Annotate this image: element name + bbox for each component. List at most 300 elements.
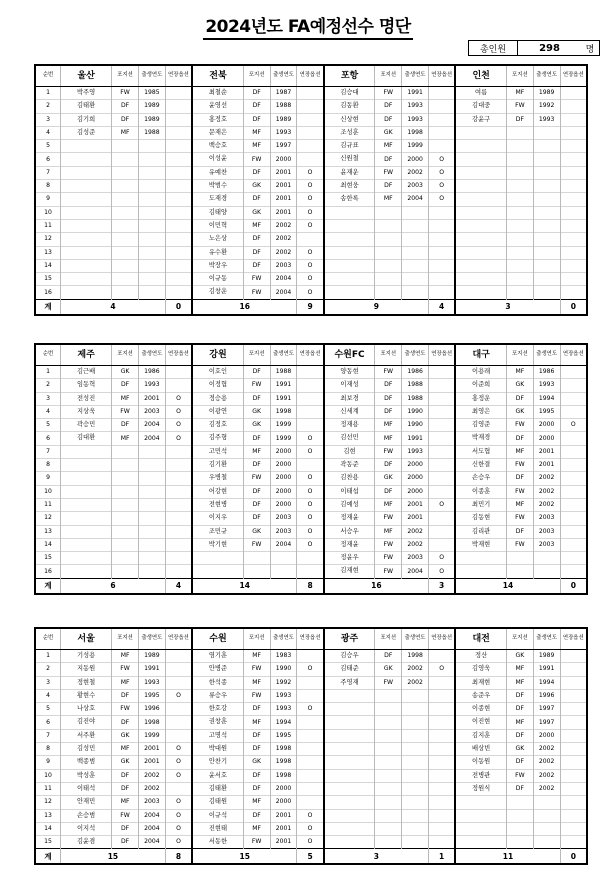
player-name: [61, 166, 112, 179]
player-birth-year: 1993: [138, 676, 165, 689]
header-position: 포지션: [506, 344, 533, 366]
player-birth-year: 1999: [402, 140, 429, 153]
player-name: 정재윤: [324, 512, 375, 525]
player-birth-year: 2000: [270, 498, 297, 511]
player-option: [165, 233, 192, 246]
player-name: 배상빈: [455, 743, 506, 756]
player-option: [429, 100, 456, 113]
player-name: [61, 525, 112, 538]
player-birth-year: [138, 565, 165, 578]
player-option: [560, 836, 587, 849]
row-number: 11: [35, 782, 61, 795]
player-name: 김영준: [455, 419, 506, 432]
row-number: 14: [35, 538, 61, 551]
player-option: [560, 756, 587, 769]
player-position: DF: [112, 419, 139, 432]
table-row: [35, 405, 587, 418]
row-number: 1: [35, 650, 61, 663]
player-option: O: [429, 498, 456, 511]
team-total: 11: [455, 849, 560, 865]
player-option: O: [297, 206, 324, 219]
player-position: DF: [375, 405, 402, 418]
player-position: MF: [243, 445, 270, 458]
player-position: DF: [506, 689, 533, 702]
player-name: 염기훈: [192, 650, 243, 663]
player-position: MF: [112, 650, 139, 663]
player-position: [112, 445, 139, 458]
row-number: 9: [35, 472, 61, 485]
player-birth-year: [138, 193, 165, 206]
table-row: [35, 419, 587, 432]
player-position: DF: [243, 100, 270, 113]
player-position: FW: [112, 663, 139, 676]
player-position: DF: [243, 366, 270, 379]
player-birth-year: [402, 782, 429, 795]
player-birth-year: 2000: [270, 472, 297, 485]
header-birth-year: 출생연도: [533, 65, 560, 87]
player-birth-year: 1983: [270, 650, 297, 663]
header-option: 연장옵션: [297, 65, 324, 87]
player-birth-year: 1994: [533, 392, 560, 405]
player-option: O: [297, 219, 324, 232]
player-option: O: [297, 286, 324, 299]
player-name: [61, 193, 112, 206]
header-birth-year: 출생연도: [270, 628, 297, 650]
player-option: [429, 113, 456, 126]
player-name: 박재경: [455, 432, 506, 445]
team-name: 수원: [192, 628, 243, 650]
player-name: 이준희: [455, 379, 506, 392]
table-total-row: [35, 578, 587, 594]
player-name: 전병관: [455, 769, 506, 782]
player-position: [112, 565, 139, 578]
player-position: FW: [243, 379, 270, 392]
player-position: DF: [243, 809, 270, 822]
player-position: [375, 716, 402, 729]
player-position: MF: [375, 193, 402, 206]
player-birth-year: 1990: [270, 663, 297, 676]
player-option: [297, 233, 324, 246]
team-total: 6: [61, 578, 166, 594]
player-position: DF: [112, 689, 139, 702]
table-row: [35, 459, 587, 472]
table-row: [35, 153, 587, 166]
player-position: [375, 729, 402, 742]
player-name: 정현철: [61, 676, 112, 689]
player-name: 주영재: [324, 676, 375, 689]
player-position: DF: [243, 459, 270, 472]
row-number: 1: [35, 87, 61, 100]
player-option: [429, 769, 456, 782]
player-birth-year: 2003: [138, 405, 165, 418]
player-name: 나상호: [61, 703, 112, 716]
player-birth-year: 2000: [402, 472, 429, 485]
player-name: [455, 126, 506, 139]
player-name: 백종범: [61, 756, 112, 769]
player-position: MF: [243, 676, 270, 689]
player-position: GK: [112, 729, 139, 742]
player-option: [560, 113, 587, 126]
player-option: O: [165, 392, 192, 405]
table-row: [35, 796, 587, 809]
player-birth-year: [402, 273, 429, 286]
header-position: 포지션: [375, 65, 402, 87]
team-option-total: 0: [165, 299, 192, 315]
player-option: [560, 180, 587, 193]
player-birth-year: 1991: [402, 87, 429, 100]
player-birth-year: 1995: [533, 405, 560, 418]
player-option: [165, 100, 192, 113]
player-birth-year: 1998: [270, 756, 297, 769]
player-option: O: [297, 445, 324, 458]
player-name: 김기환: [192, 459, 243, 472]
player-option: [429, 676, 456, 689]
player-birth-year: 1998: [402, 126, 429, 139]
player-birth-year: 2002: [533, 485, 560, 498]
player-name: 이규동: [192, 273, 243, 286]
header-option: 연장옵션: [165, 344, 192, 366]
table-row: [35, 246, 587, 259]
team-total: 15: [61, 849, 166, 865]
player-name: 김대중: [455, 100, 506, 113]
player-name: 정윤우: [324, 552, 375, 565]
table-row: [35, 756, 587, 769]
player-position: DF: [243, 782, 270, 795]
player-position: MF: [112, 432, 139, 445]
player-birth-year: 2004: [138, 432, 165, 445]
player-position: DF: [243, 166, 270, 179]
player-birth-year: 2001: [138, 756, 165, 769]
player-option: O: [165, 419, 192, 432]
table-row: [35, 126, 587, 139]
player-name: 노은상: [192, 233, 243, 246]
player-name: [61, 498, 112, 511]
player-option: O: [297, 809, 324, 822]
player-birth-year: 1987: [270, 87, 297, 100]
row-number: 5: [35, 140, 61, 153]
player-option: O: [297, 472, 324, 485]
player-option: O: [297, 703, 324, 716]
team-name: 대전: [455, 628, 506, 650]
player-name: [61, 259, 112, 272]
player-position: [506, 822, 533, 835]
team-name: 대구: [455, 344, 506, 366]
player-birth-year: [138, 246, 165, 259]
table-row: [35, 432, 587, 445]
player-birth-year: [270, 565, 297, 578]
row-number: 2: [35, 100, 61, 113]
player-birth-year: [138, 498, 165, 511]
player-name: 이용래: [455, 366, 506, 379]
player-name: [61, 565, 112, 578]
player-option: [165, 366, 192, 379]
player-birth-year: 2001: [270, 180, 297, 193]
player-option: [429, 419, 456, 432]
player-option: [165, 650, 192, 663]
page-title-text: 2024년도 FA예정선수 명단: [203, 17, 412, 40]
team-option-total: 1: [429, 849, 456, 865]
header-option: 연장옵션: [560, 344, 587, 366]
player-birth-year: 1993: [402, 113, 429, 126]
player-name: 이호인: [192, 366, 243, 379]
player-name: 김성민: [61, 743, 112, 756]
player-option: [429, 716, 456, 729]
player-option: [429, 432, 456, 445]
player-option: [560, 126, 587, 139]
team-total: 14: [455, 578, 560, 594]
player-birth-year: [138, 166, 165, 179]
player-birth-year: 2004: [138, 836, 165, 849]
player-position: DF: [112, 113, 139, 126]
player-position: DF: [506, 525, 533, 538]
player-name: 정원식: [455, 782, 506, 795]
player-position: FW: [506, 538, 533, 551]
player-name: 김창운: [192, 286, 243, 299]
player-option: [297, 419, 324, 432]
header-birth-year: 출생연도: [138, 344, 165, 366]
player-name: 정산: [455, 650, 506, 663]
table-row: [35, 233, 587, 246]
player-birth-year: 2004: [402, 565, 429, 578]
player-position: [243, 565, 270, 578]
player-name: [455, 233, 506, 246]
player-birth-year: [533, 219, 560, 232]
player-name: 윤서호: [192, 769, 243, 782]
player-option: [429, 512, 456, 525]
player-position: DF: [243, 87, 270, 100]
player-option: [297, 782, 324, 795]
player-birth-year: 2004: [270, 538, 297, 551]
player-birth-year: [402, 822, 429, 835]
total-value: 298: [539, 42, 560, 54]
player-name: 김태원: [192, 796, 243, 809]
player-birth-year: 2002: [533, 472, 560, 485]
player-birth-year: 2002: [138, 782, 165, 795]
player-position: [243, 552, 270, 565]
player-position: [375, 703, 402, 716]
player-position: [506, 565, 533, 578]
player-name: 김승대: [324, 87, 375, 100]
player-position: [375, 259, 402, 272]
player-position: FW: [243, 836, 270, 849]
player-position: DF: [243, 703, 270, 716]
player-name: 박대원: [192, 743, 243, 756]
table-row: [35, 743, 587, 756]
player-position: FW: [243, 472, 270, 485]
player-option: [165, 782, 192, 795]
table-row: [35, 552, 587, 565]
player-name: 김태양: [192, 206, 243, 219]
player-position: [506, 796, 533, 809]
player-position: [506, 246, 533, 259]
player-birth-year: 1991: [402, 432, 429, 445]
team-name: 울산: [61, 65, 112, 87]
player-birth-year: [138, 286, 165, 299]
player-birth-year: 1991: [138, 663, 165, 676]
total-label: 총인원: [469, 41, 518, 55]
header-position: 포지션: [243, 344, 270, 366]
player-position: GK: [506, 650, 533, 663]
player-position: [112, 286, 139, 299]
player-position: FW: [112, 809, 139, 822]
player-name: [324, 286, 375, 299]
player-birth-year: 1994: [533, 676, 560, 689]
header-position: 포지션: [506, 628, 533, 650]
player-position: DF: [375, 180, 402, 193]
player-option: O: [297, 193, 324, 206]
player-name: 박장우: [192, 259, 243, 272]
player-birth-year: 1993: [270, 126, 297, 139]
table-row: [35, 445, 587, 458]
player-position: FW: [375, 366, 402, 379]
table-row: [35, 663, 587, 676]
table-row: [35, 166, 587, 179]
header-option: 연장옵션: [165, 628, 192, 650]
player-option: [297, 650, 324, 663]
player-position: [112, 459, 139, 472]
player-option: [429, 836, 456, 849]
player-birth-year: 1998: [402, 650, 429, 663]
player-position: FW: [375, 445, 402, 458]
player-birth-year: [533, 180, 560, 193]
player-position: [506, 259, 533, 272]
player-option: [165, 485, 192, 498]
player-birth-year: [402, 233, 429, 246]
player-birth-year: 2001: [138, 392, 165, 405]
player-position: DF: [506, 782, 533, 795]
player-birth-year: 2002: [533, 782, 560, 795]
player-option: O: [165, 809, 192, 822]
player-position: [506, 153, 533, 166]
row-number: 15: [35, 836, 61, 849]
player-position: MF: [506, 676, 533, 689]
player-option: [165, 219, 192, 232]
player-option: O: [297, 822, 324, 835]
player-option: [429, 525, 456, 538]
row-number: 3: [35, 113, 61, 126]
player-option: O: [165, 756, 192, 769]
player-name: [324, 703, 375, 716]
player-name: 고민석: [192, 445, 243, 458]
player-position: DF: [243, 246, 270, 259]
player-position: [112, 552, 139, 565]
player-birth-year: 2000: [270, 485, 297, 498]
player-name: 박범수: [192, 180, 243, 193]
player-option: [297, 743, 324, 756]
player-name: 도재경: [192, 193, 243, 206]
row-number: 12: [35, 796, 61, 809]
row-number: 6: [35, 716, 61, 729]
row-number: 6: [35, 153, 61, 166]
player-birth-year: 1993: [138, 379, 165, 392]
player-position: FW: [375, 676, 402, 689]
player-birth-year: 2001: [533, 459, 560, 472]
player-name: 홍정호: [192, 113, 243, 126]
player-position: GK: [243, 405, 270, 418]
player-position: FW: [243, 273, 270, 286]
player-option: [165, 512, 192, 525]
team-option-total: 4: [165, 578, 192, 594]
player-option: [297, 729, 324, 742]
header-option: 연장옵션: [297, 344, 324, 366]
player-birth-year: 2001: [533, 445, 560, 458]
player-name: 문재은: [192, 126, 243, 139]
player-birth-year: [402, 809, 429, 822]
player-position: DF: [243, 498, 270, 511]
table-row: [35, 206, 587, 219]
player-option: [429, 729, 456, 742]
header-no: 순번: [35, 65, 61, 87]
total-count-box: [468, 40, 600, 56]
player-option: [429, 392, 456, 405]
player-name: 곽동준: [324, 459, 375, 472]
total-unit: 명: [585, 44, 595, 55]
team-option-total: 9: [297, 299, 324, 315]
table-row: [35, 113, 587, 126]
team-total: 14: [192, 578, 297, 594]
player-position: MF: [506, 87, 533, 100]
player-position: GK: [506, 743, 533, 756]
player-position: [375, 233, 402, 246]
player-option: O: [297, 485, 324, 498]
player-position: [375, 689, 402, 702]
player-birth-year: 1995: [138, 689, 165, 702]
player-position: GK: [112, 366, 139, 379]
player-option: O: [165, 432, 192, 445]
row-number: 13: [35, 525, 61, 538]
player-option: [560, 552, 587, 565]
player-birth-year: [533, 166, 560, 179]
player-birth-year: 1998: [270, 743, 297, 756]
player-option: [560, 538, 587, 551]
player-option: [297, 100, 324, 113]
player-name: 이종현: [455, 703, 506, 716]
player-name: [61, 286, 112, 299]
player-name: 서도협: [455, 445, 506, 458]
table-row: [35, 689, 587, 702]
player-position: [112, 166, 139, 179]
player-name: 권창훈: [192, 716, 243, 729]
player-option: O: [297, 246, 324, 259]
player-position: [112, 233, 139, 246]
player-option: [429, 743, 456, 756]
player-name: [324, 219, 375, 232]
team-name: 전북: [192, 65, 243, 87]
player-option: [560, 193, 587, 206]
player-birth-year: 1997: [533, 716, 560, 729]
player-name: 김주형: [192, 432, 243, 445]
team-option-total: 0: [560, 578, 587, 594]
player-name: 백승호: [192, 140, 243, 153]
player-birth-year: 1993: [270, 703, 297, 716]
player-position: [506, 273, 533, 286]
player-position: [112, 193, 139, 206]
player-position: [506, 206, 533, 219]
player-birth-year: 1998: [270, 769, 297, 782]
player-position: [506, 233, 533, 246]
player-birth-year: 2002: [402, 538, 429, 551]
player-position: FW: [375, 552, 402, 565]
header-no: 순번: [35, 344, 61, 366]
player-option: [560, 663, 587, 676]
header-option: 연장옵션: [297, 628, 324, 650]
player-birth-year: [402, 836, 429, 849]
table-row: [35, 822, 587, 835]
player-name: 강윤구: [455, 113, 506, 126]
player-option: [429, 126, 456, 139]
player-birth-year: 2004: [138, 419, 165, 432]
total-label: 계: [35, 299, 61, 315]
